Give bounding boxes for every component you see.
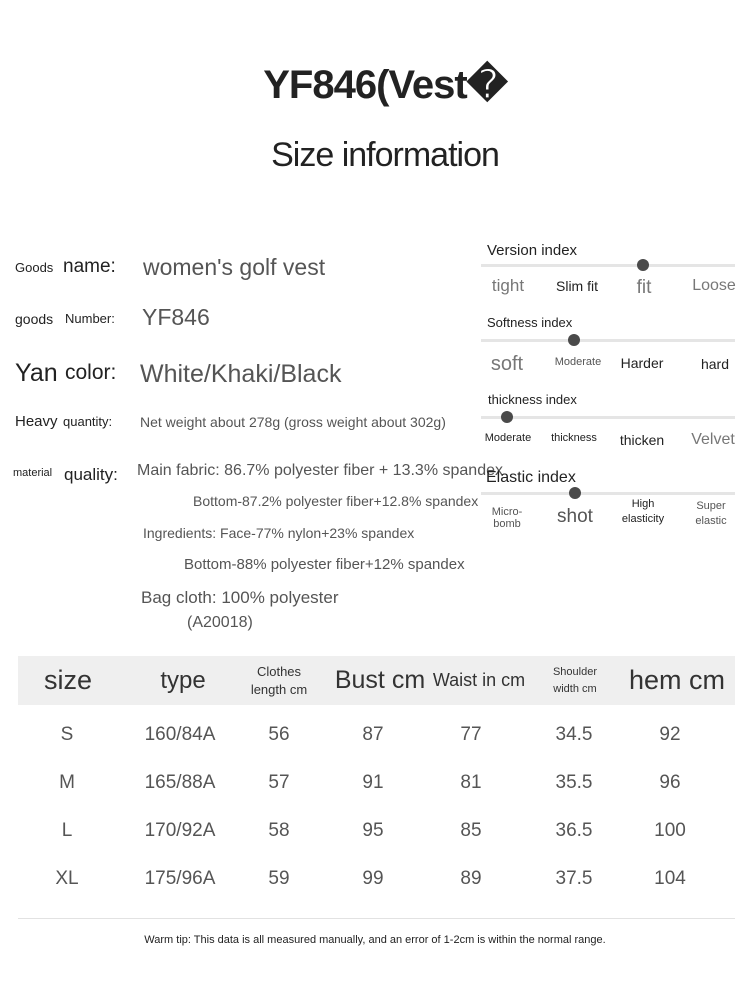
page-title: YF846(Vest� bbox=[263, 63, 507, 107]
version-option-fit: fit bbox=[636, 277, 652, 298]
warm-tip: Warm tip: This data is all measured manually, and an error of 1-2cm is within the normal range. bbox=[144, 934, 606, 946]
table-cell: 34.5 bbox=[555, 724, 593, 745]
softness-option-soft: soft bbox=[490, 353, 524, 375]
name-label-2: name: bbox=[63, 256, 116, 277]
weight-label-2: quantity: bbox=[63, 414, 113, 429]
table-cell: 59 bbox=[268, 868, 290, 889]
table-cell: L bbox=[61, 820, 73, 841]
material-label-1: material bbox=[13, 467, 53, 479]
table-cell: 170/92A bbox=[144, 820, 216, 841]
color-label-1: Yan bbox=[15, 359, 58, 387]
elastic-index-title: Elastic index bbox=[486, 469, 576, 486]
softness-option-harder: Harder bbox=[620, 355, 664, 371]
name-label-1: Goods bbox=[15, 260, 54, 275]
table-cell: 95 bbox=[362, 820, 384, 841]
version-option-slim-fit: Slim fit bbox=[556, 278, 598, 294]
table-cell: S bbox=[60, 724, 74, 745]
elastic-option-super-elastic: Super elastic bbox=[695, 500, 727, 527]
table-cell: 57 bbox=[268, 772, 290, 793]
color-value: White/Khaki/Black bbox=[140, 360, 342, 388]
thickness-index-marker bbox=[501, 411, 513, 423]
table-cell: 77 bbox=[460, 724, 482, 745]
version-index-marker bbox=[637, 259, 649, 271]
color-label-2: color: bbox=[65, 361, 117, 384]
version-index-title: Version index bbox=[487, 242, 578, 259]
version-option-loose: Loose bbox=[692, 277, 736, 294]
table-cell: 96 bbox=[659, 772, 681, 793]
softness-option-hard: hard bbox=[700, 356, 730, 372]
softness-option-moderate: Moderate bbox=[554, 356, 602, 368]
table-cell: 89 bbox=[460, 868, 482, 889]
table-cell: 85 bbox=[460, 820, 482, 841]
table-cell: 175/96A bbox=[144, 868, 216, 889]
table-cell: 91 bbox=[362, 772, 384, 793]
weight-label-1: Heavy bbox=[15, 413, 58, 430]
table-cell: 81 bbox=[460, 772, 482, 793]
softness-index-track bbox=[481, 339, 735, 342]
elastic-index-track bbox=[481, 492, 735, 495]
table-cell: 87 bbox=[362, 724, 384, 745]
table-cell: 99 bbox=[362, 868, 384, 889]
version-index-track bbox=[481, 264, 735, 267]
material-line-1: Main fabric: 86.7% polyester fiber + 13.3% spandex bbox=[137, 462, 503, 479]
page-subtitle: Size information bbox=[271, 136, 499, 174]
thickness-option-moderate: Moderate bbox=[484, 432, 532, 444]
table-cell: 58 bbox=[268, 820, 290, 841]
material-line-6: (A20018) bbox=[187, 614, 253, 631]
material-line-4: Bottom-88% polyester fiber+12% spandex bbox=[184, 556, 465, 573]
table-cell: 160/84A bbox=[144, 724, 216, 745]
header-hem: hem cm bbox=[628, 665, 726, 695]
table-cell: 100 bbox=[654, 820, 686, 841]
table-cell: 35.5 bbox=[555, 772, 593, 793]
number-label-1: goods bbox=[15, 311, 54, 327]
size-table-divider bbox=[18, 918, 735, 919]
header-waist: Waist in cm bbox=[432, 670, 526, 690]
material-label-2: quality: bbox=[64, 465, 118, 484]
table-cell: 104 bbox=[654, 868, 686, 889]
material-line-2: Bottom-87.2% polyester fiber+12.8% spandex bbox=[193, 493, 479, 509]
softness-index-title: Softness index bbox=[487, 315, 573, 330]
table-cell: M bbox=[59, 772, 75, 793]
thickness-index-track bbox=[481, 416, 735, 419]
header-shoulder-width: Shoulder width cm bbox=[552, 665, 598, 695]
table-cell: 92 bbox=[659, 724, 681, 745]
table-cell: 36.5 bbox=[555, 820, 593, 841]
material-line-5: Bag cloth: 100% polyester bbox=[141, 588, 339, 607]
elastic-option-shot: shot bbox=[557, 506, 593, 527]
thickness-option-thickness: thickness bbox=[551, 432, 597, 444]
header-clothes-length: Clothes length cm bbox=[250, 663, 308, 697]
thickness-option-thicken: thicken bbox=[619, 432, 665, 448]
table-cell: 37.5 bbox=[555, 868, 593, 889]
header-type: type bbox=[160, 666, 206, 694]
number-label-2: Number: bbox=[65, 311, 115, 326]
number-value: YF846 bbox=[142, 304, 210, 330]
thickness-index-title: thickness index bbox=[488, 392, 577, 407]
elastic-option-high-elasticity: High elasticity bbox=[621, 498, 665, 525]
header-size: size bbox=[43, 665, 92, 695]
thickness-option-velvet: Velvet bbox=[691, 431, 735, 448]
header-bust: Bust cm bbox=[334, 666, 426, 694]
table-cell: 56 bbox=[268, 724, 290, 745]
version-option-tight: tight bbox=[491, 276, 525, 295]
elastic-index-marker bbox=[569, 487, 581, 499]
name-value: women's golf vest bbox=[143, 254, 326, 280]
table-cell: 165/88A bbox=[144, 772, 216, 793]
softness-index-marker bbox=[568, 334, 580, 346]
weight-value: Net weight about 278g (gross weight about 302g) bbox=[140, 414, 446, 430]
table-cell: XL bbox=[55, 868, 79, 889]
elastic-option-micro-bomb: Micro-bomb bbox=[491, 506, 523, 530]
material-line-3: Ingredients: Face-77% nylon+23% spandex bbox=[143, 525, 415, 541]
